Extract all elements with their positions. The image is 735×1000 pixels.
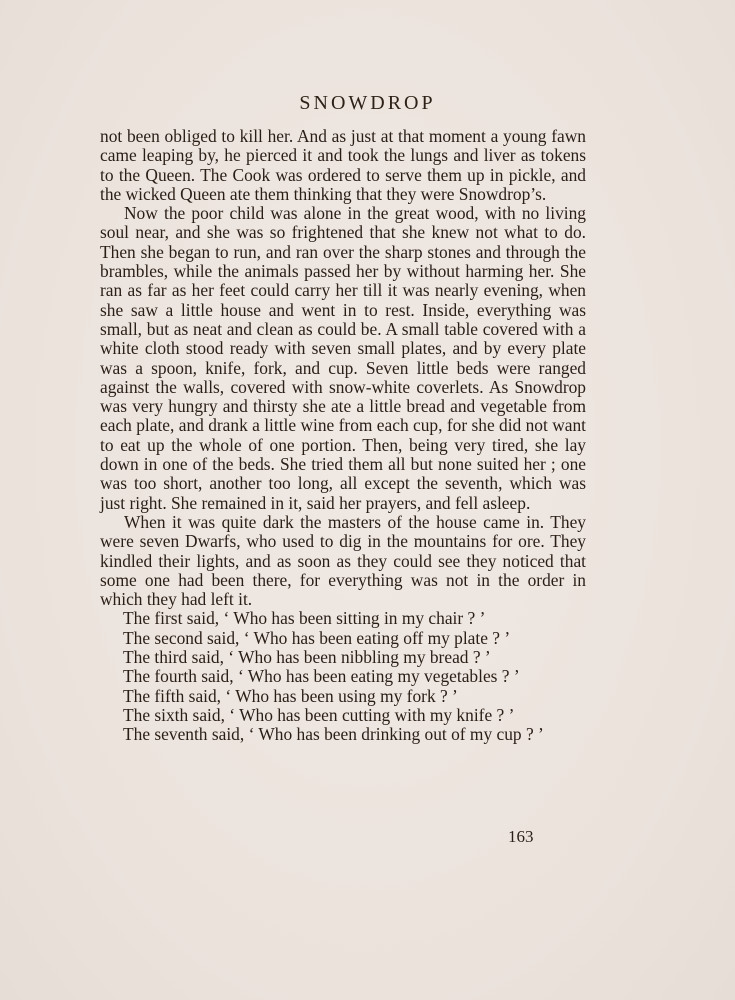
paragraph: Now the poor child was alone in the great wood, with no living soul near, and she was so frightened that she knew not what to do. Then she began to run, and ran over the sharp stones and through the brambles, while the animals passed her by without harming her. She ran as far as her feet could carry her till it was nearly evening, when she saw a little house and went in to rest. Inside, everything was small, but as neat and clean as could be. A small table covered with a white cloth stood ready with seven small plates, and by every plate was a spoon, knife, fork, and cup. Seven little beds were ranged against the walls, covered with snow-white coverlets. As Snowdrop was very hungry and thirsty she ate a little bread and vegetable from each plate, and drank a little wine from each cup, for she did not want to eat up the whole of one portion. Then, being very tired, she lay down in one of the beds. She tried them all but none suited her ; one was too short, another too long, all except the seventh, which was just right. She remained in it, said her prayers, and fell asleep. <box>100 203 586 513</box>
dialogue-line: The fifth said, ‘ Who has been using my fork ? ’ <box>123 685 458 706</box>
dialogue-line: The sixth said, ‘ Who has been cutting with my knife ? ’ <box>123 704 515 725</box>
paragraph: not been obliged to kill her. And as just at that moment a young fawn came leaping by, he pierced it and took the lungs and liver as tokens to the Queen. The Cook was ordered to serve them up in pickle, and the wicked Queen ate them thinking that they were Snowdrop’s. <box>100 126 586 204</box>
dialogue-line: The seventh said, ‘ Who has been drinking out of my cup ? ’ <box>123 724 544 745</box>
page-number: 163 <box>508 827 534 846</box>
body-text <box>100 127 586 745</box>
dialogue-line: The first said, ‘ Who has been sitting in my chair ? ’ <box>123 608 486 629</box>
dialogue-line: The fourth said, ‘ Who has been eating my vegetables ? ’ <box>123 666 520 687</box>
dialogue-line: The second said, ‘ Who has been eating off my plate ? ’ <box>123 627 511 648</box>
dialogue-line: The third said, ‘ Who has been nibbling my bread ? ’ <box>123 647 491 668</box>
running-head: SNOWDROP <box>299 92 436 114</box>
paragraph: When it was quite dark the masters of the house came in. They were seven Dwarfs, who used to dig in the mountains for ore. They kindled their lights, and as soon as they could see they noticed that some one had been there, for everything was not in the order in which they had left it. <box>100 511 586 610</box>
